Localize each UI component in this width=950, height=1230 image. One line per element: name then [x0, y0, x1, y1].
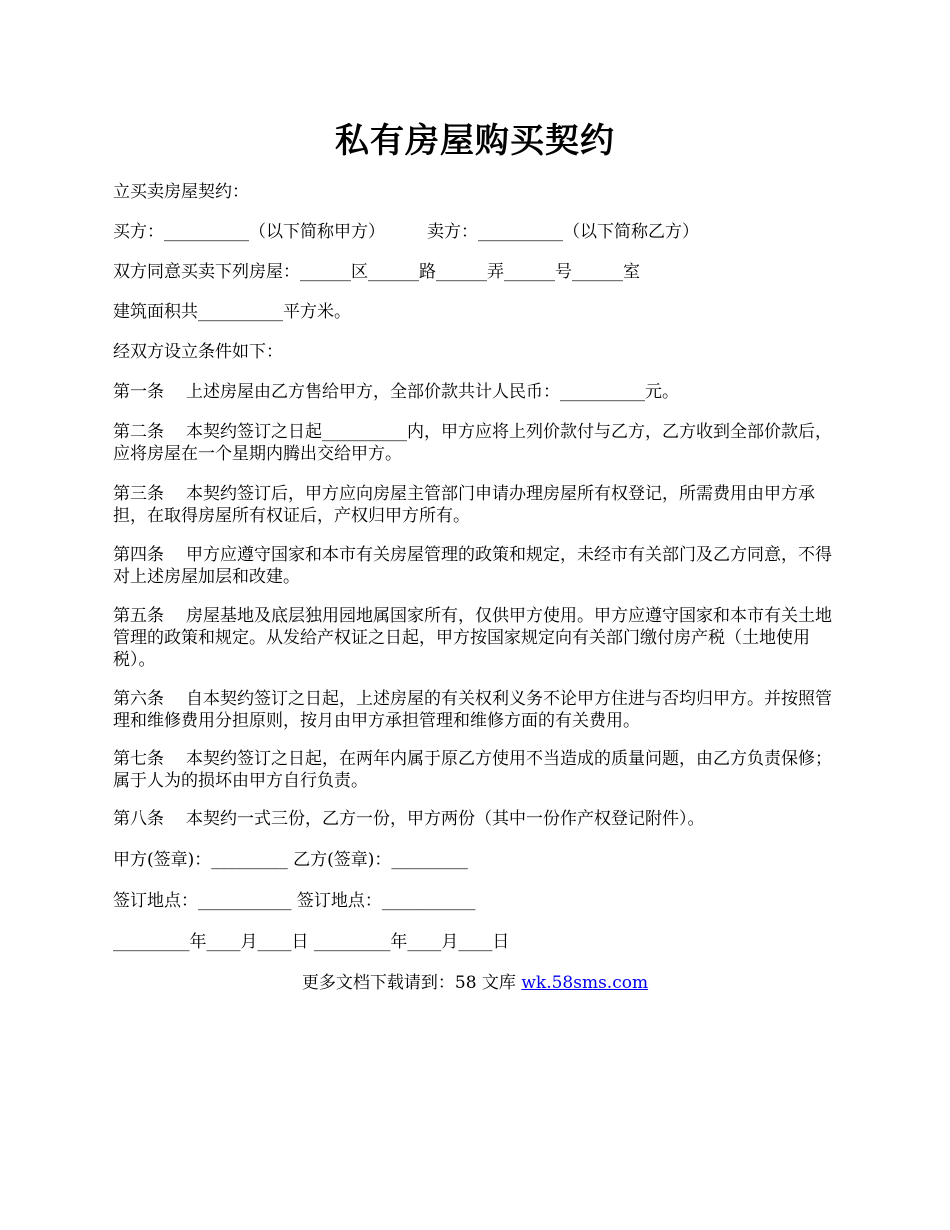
article-label: 第二条 — [113, 422, 164, 442]
signing-date-line: _________年____月____日 _________年____月____日 — [113, 932, 510, 952]
footer — [0, 972, 950, 994]
article-text: 自本契约签订之日起，上述房屋的有关权利义务不论甲方住进与否均归甲方。并按照管理和维修费用分担原则，按月由甲方承担管理和维修方面的有关费用。 — [113, 689, 832, 731]
article-label: 第六条 — [113, 689, 164, 709]
intro-line: 立买卖房屋契约： — [113, 182, 249, 202]
document-title: 私有房屋购买契约 — [335, 121, 615, 161]
parties-line — [113, 221, 848, 243]
article-4 — [113, 544, 848, 588]
article-5 — [113, 605, 848, 671]
article-text: 本契约一式三份，乙方一份，甲方两份（其中一份作产权登记附件）。 — [186, 809, 705, 829]
article-7 — [113, 748, 848, 792]
footer-link[interactable]: wk.58sms.com — [521, 973, 649, 993]
article-label: 第三条 — [113, 484, 164, 504]
seller-field: 卖方：__________（以下简称乙方） — [427, 222, 699, 242]
article-text: 上述房屋由乙方售给甲方，全部价款共计人民币：__________元。 — [186, 382, 679, 402]
article-3 — [113, 483, 848, 527]
buyer-field: 买方：__________（以下简称甲方） — [113, 222, 385, 242]
article-label: 第四条 — [113, 545, 164, 565]
article-text: 本契约签订后，甲方应向房屋主管部门申请办理房屋所有权登记，所需费用由甲方承担，在取得房屋所有权证后，产权归甲方所有。 — [113, 484, 815, 526]
article-label: 第八条 — [113, 809, 164, 829]
article-text: 本契约签订之日起，在两年内属于原乙方使用不当造成的质量问题，由乙方负责保修；属于人为的损坏由甲方自行负责。 — [113, 749, 832, 791]
article-1 — [113, 381, 848, 403]
article-text: 本契约签订之日起__________内，甲方应将上列价款付与乙方，乙方收到全部价款后，应将房屋在一个星期内腾出交给甲方。 — [113, 422, 832, 464]
area-line: 建筑面积共__________平方米。 — [113, 302, 351, 322]
article-label: 第一条 — [113, 382, 164, 402]
article-label: 第五条 — [113, 606, 164, 626]
article-text: 房屋基地及底层独用园地属国家所有，仅供甲方使用。甲方应遵守国家和本市有关土地管理的政策和规定。从发给产权证之日起，甲方按国家规定向有关部门缴付房产税（土地使用税）。 — [113, 606, 832, 670]
footer-text: 更多文档下载请到：58 文库 — [301, 973, 522, 993]
signature-line: 甲方(签章)：_________ 乙方(签章)：_________ — [113, 850, 468, 870]
conditions-intro: 经双方设立条件如下： — [113, 342, 283, 362]
article-6 — [113, 688, 848, 732]
article-label: 第七条 — [113, 749, 164, 769]
article-8 — [113, 808, 848, 830]
house-line: 双方同意买卖下列房屋：______区______路______弄______号______室 — [113, 262, 640, 282]
article-2 — [113, 421, 848, 465]
article-text: 甲方应遵守国家和本市有关房屋管理的政策和规定，未经市有关部门及乙方同意，不得对上述房屋加层和改建。 — [113, 545, 832, 587]
signing-place-line: 签订地点：___________ 签订地点：___________ — [113, 891, 476, 911]
